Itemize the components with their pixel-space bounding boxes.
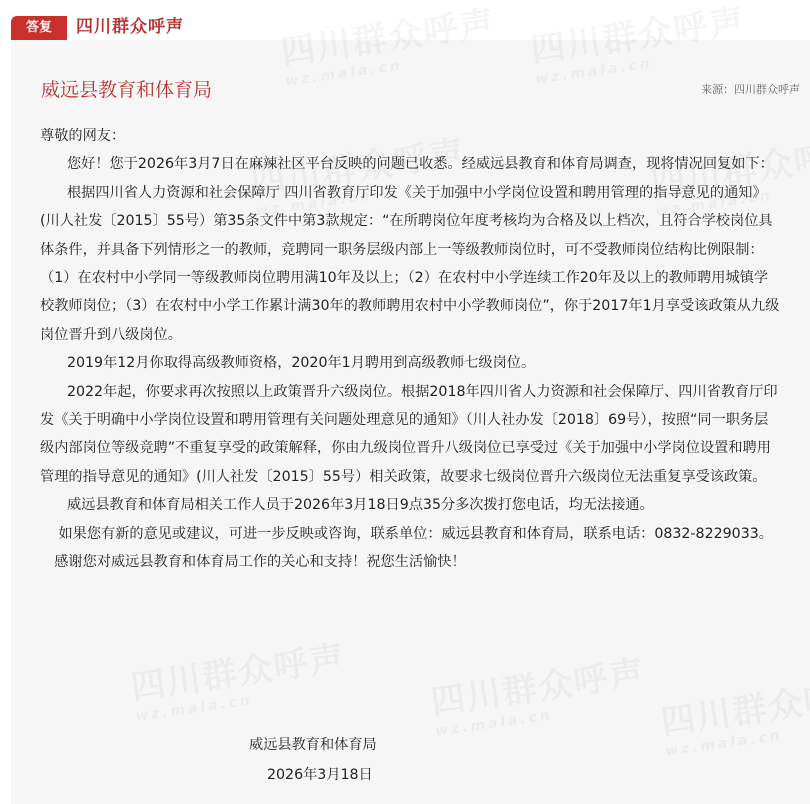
paragraph-7: 感谢您对威远县教育和体育局工作的关心和支持！祝您生活愉快！ [54, 554, 466, 571]
signature: 威远县教育和体育局 [249, 737, 377, 753]
signature-date: 2026年3月18日 [267, 767, 373, 783]
article-body [40, 122, 780, 577]
greeting: 尊敬的网友： [40, 128, 126, 144]
paragraph-2: 根据四川省人力资源和社会保障厅 四川省教育厅印发《关于加强中小学岗位设置和聘用管理的指导意见的通知》(川人社发〔2015〕55号）第35条文件中第3款规定：“在所聘岗位年度考核均为合格及以上档次，且符合学校岗位具体条件，并具备下列情形之一的教师，竞聘同一职务层级内部上一等级教师岗位时，可不受教师岗位结构比例限制：（1）在农村中小学同一等级教师岗位聘用满10年及以上；（2）在农村中小学连续工作20年及以上的教师聘用城镇学校教师岗位；（3）在农村中小学工作累计满30年的教师聘用农村中小学教师岗位”，你于2017年1月享受该政策从九级岗位晋升到八级岗位。 [40, 184, 780, 343]
watermark-5 [128, 630, 351, 724]
watermark-6 [428, 645, 651, 739]
top-bar [0, 0, 810, 40]
brand-title[interactable]: 四川群众呼声 [76, 17, 184, 37]
paragraph-5: 威远县教育和体育局相关工作人员于2026年3月18日9点35分多次拨打您电话，均无法接通。 [66, 497, 654, 514]
paragraph-3: 2019年12月你取得高级教师资格，2020年1月聘用到高级教师七级岗位。 [66, 355, 536, 372]
paragraph-1: 您好！您于2026年3月7日在麻辣社区平台反映的问题已收悉。经威远县教育和体育局调查，现将情况回复如下： [66, 156, 774, 173]
paragraph-6: 如果您有新的意见或建议，可进一步反映或咨询，联系单位：威远县教育和体育局，联系电话：0832-8229033。 [58, 525, 773, 542]
article-title: 威远县教育和体育局 [41, 79, 213, 101]
reply-badge: 答复 [11, 16, 67, 40]
watermark-7 [658, 665, 810, 759]
reply-panel [11, 40, 810, 804]
paragraph-4: 2022年起，你要求再次按照以上政策晋升六级岗位。根据2018年四川省人力资源和社会保障厅、四川省教育厅印发《关于明确中小学岗位设置和聘用管理有关问题处理意见的通知》（川人社办发〔2018〕69号），按照“同一职务层级内部岗位等级竞聘”不重复享受的政策解释，你由九级岗位晋升八级岗位已享受过《关于加强中小学岗位设置和聘用管理的指导意见的通知》(川人社发〔2015〕55号）相关政策，故要求七级岗位晋升六级岗位无法重复享受该政策。 [40, 383, 778, 485]
article-source: 来源：四川群众呼声 [701, 83, 800, 96]
